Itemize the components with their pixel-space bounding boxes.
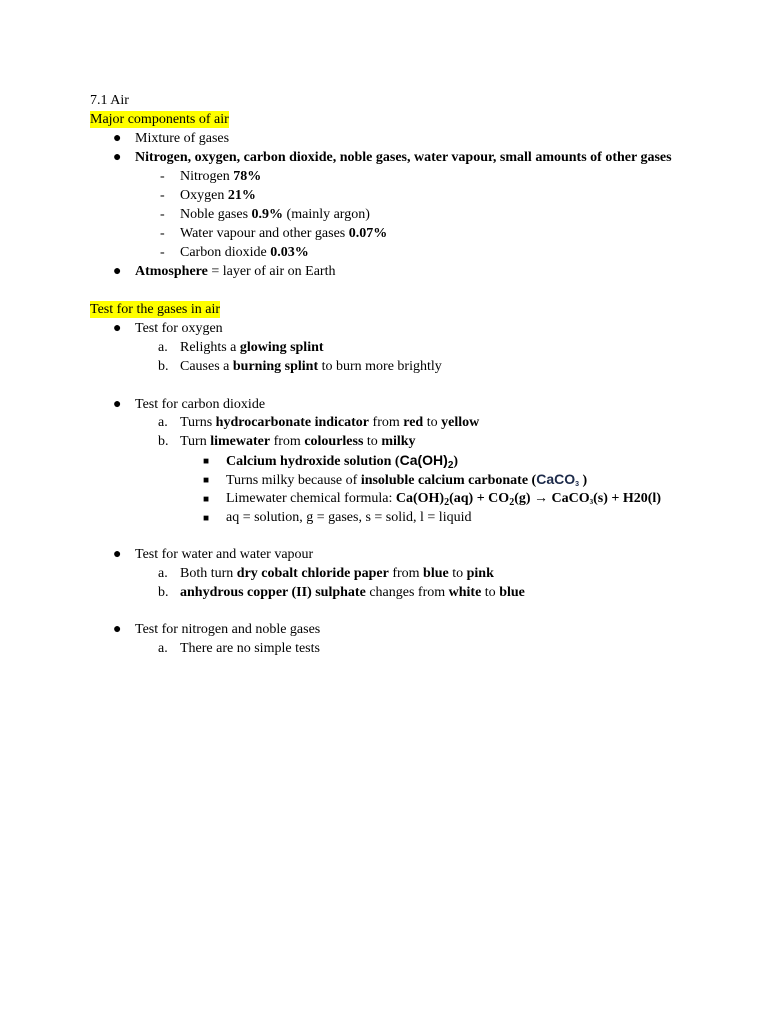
letter-marker: a.	[158, 415, 168, 430]
composition-label: Nitrogen	[180, 169, 234, 184]
dash-marker: -	[160, 188, 165, 203]
composition-label: Noble gases	[180, 207, 252, 222]
subscript: 2	[447, 460, 454, 471]
composition-value: 0.03%	[270, 245, 309, 260]
formula-span: Ca(OH)	[399, 452, 448, 468]
bold-span: anhydrous copper (II) sulphate	[180, 585, 366, 600]
composition-item	[180, 225, 387, 242]
text-span: to	[363, 434, 382, 449]
bold-span: limewater	[210, 434, 271, 449]
dash-marker: -	[160, 169, 165, 184]
bullet-marker: ●	[113, 622, 122, 637]
letter-marker: b.	[158, 434, 169, 449]
list-item-text	[135, 263, 335, 280]
list-item-text	[180, 565, 494, 582]
composition-item	[180, 187, 256, 204]
dash-marker: -	[160, 226, 165, 241]
letter-marker: b.	[158, 585, 169, 600]
text-span: from	[270, 434, 305, 449]
composition-value: 0.9%	[251, 207, 284, 222]
formula-span: (g) → CaCO	[514, 491, 590, 506]
formula-span: CaCO	[536, 471, 576, 487]
text-span: Both turn	[180, 566, 237, 581]
composition-value: 78%	[233, 169, 262, 184]
text-span: Turns	[180, 415, 216, 430]
letter-marker: a.	[158, 566, 168, 581]
bold-span: red	[403, 415, 424, 430]
bullet-marker: ●	[113, 321, 122, 336]
composition-label: Carbon dioxide	[180, 245, 271, 260]
list-item-text	[180, 584, 525, 601]
section-heading: 7.1 Air	[90, 93, 129, 108]
square-marker: ■	[203, 475, 210, 486]
bold-span: blue	[423, 566, 449, 581]
bullet-marker: ●	[113, 547, 122, 562]
letter-marker: a.	[158, 641, 168, 656]
formula-span: (s) + H20(l)	[593, 491, 661, 506]
text-span: Turns milky because of	[226, 473, 361, 488]
letter-marker: a.	[158, 340, 168, 355]
list-item-text: Mixture of gases	[135, 131, 230, 146]
composition-note: (mainly argon)	[283, 207, 370, 222]
dash-marker: -	[160, 245, 165, 260]
subscript: 3	[575, 481, 580, 488]
composition-label: Water vapour and other gases	[180, 226, 349, 241]
list-item-text	[180, 433, 416, 450]
text-span: Relights a	[180, 340, 240, 355]
composition-item	[180, 168, 261, 185]
bold-span: )	[579, 473, 588, 488]
square-marker: ■	[203, 456, 210, 467]
test-title-co2: Test for carbon dioxide	[135, 397, 266, 412]
bold-span: colourless	[304, 434, 364, 449]
text-span: Limewater chemical formula:	[226, 491, 396, 506]
list-item-text: aq = solution, g = gases, s = solid, l = liquid	[226, 510, 472, 525]
list-item-text	[180, 414, 479, 431]
bullet-marker: ●	[113, 150, 122, 165]
bold-span: burning splint	[232, 359, 319, 374]
bold-span: milky	[381, 434, 416, 449]
bold-span: hydrocarbonate indicator	[215, 415, 370, 430]
dash-marker: -	[160, 207, 165, 222]
text-span: Causes a	[180, 359, 233, 374]
composition-value: 21%	[227, 188, 256, 203]
text-span: Turn	[180, 434, 211, 449]
subscript: 2	[509, 497, 515, 508]
formula-span: Ca(OH)	[395, 491, 445, 506]
formula-span: (aq) + CO	[449, 491, 510, 506]
bold-span: blue	[499, 585, 525, 600]
text-span: changes from	[365, 585, 449, 600]
test-title-oxygen: Test for oxygen	[135, 321, 223, 336]
text-span: to	[481, 585, 500, 600]
composition-value: 0.07%	[348, 226, 388, 241]
term-atmosphere: Atmosphere	[135, 264, 208, 279]
section-title-tests: Test for the gases in air	[90, 302, 221, 317]
list-item-text	[180, 358, 442, 375]
text-span: to	[448, 566, 467, 581]
text-span: from	[369, 415, 404, 430]
bold-span: pink	[466, 566, 494, 581]
section-title-major-components: Major components of air	[90, 112, 229, 127]
bold-span: white	[448, 585, 482, 600]
bold-span: Calcium hydroxide solution (	[226, 454, 400, 469]
bullet-marker: ●	[113, 264, 122, 279]
square-marker: ■	[203, 513, 210, 524]
test-title-water: Test for water and water vapour	[135, 547, 314, 562]
square-marker: ■	[203, 494, 210, 505]
list-item-text: Nitrogen, oxygen, carbon dioxide, noble gases, water vapour, small amounts of other gases	[135, 150, 672, 165]
composition-item	[180, 244, 309, 261]
definition-atmosphere: = layer of air on Earth	[207, 264, 336, 279]
composition-label: Oxygen	[180, 188, 228, 203]
subscript: 2	[444, 497, 450, 508]
list-item-text: There are no simple tests	[180, 641, 320, 656]
list-item-text	[226, 490, 661, 511]
bold-span: glowing splint	[239, 340, 324, 355]
bold-span: insoluble calcium carbonate (	[360, 473, 537, 488]
bold-span: yellow	[441, 415, 480, 430]
text-span: to	[423, 415, 442, 430]
text-span: from	[388, 566, 424, 581]
bullet-marker: ●	[113, 131, 122, 146]
text-span: to burn more brightly	[318, 359, 442, 374]
bold-span: )	[453, 454, 459, 469]
letter-marker: b.	[158, 359, 169, 374]
bullet-marker: ●	[113, 397, 122, 412]
composition-item	[180, 206, 370, 223]
list-item-text	[180, 339, 324, 356]
bold-span: dry cobalt chloride paper	[236, 566, 389, 581]
test-title-nitrogen: Test for nitrogen and noble gases	[135, 622, 321, 637]
subscript: 3	[589, 498, 594, 506]
